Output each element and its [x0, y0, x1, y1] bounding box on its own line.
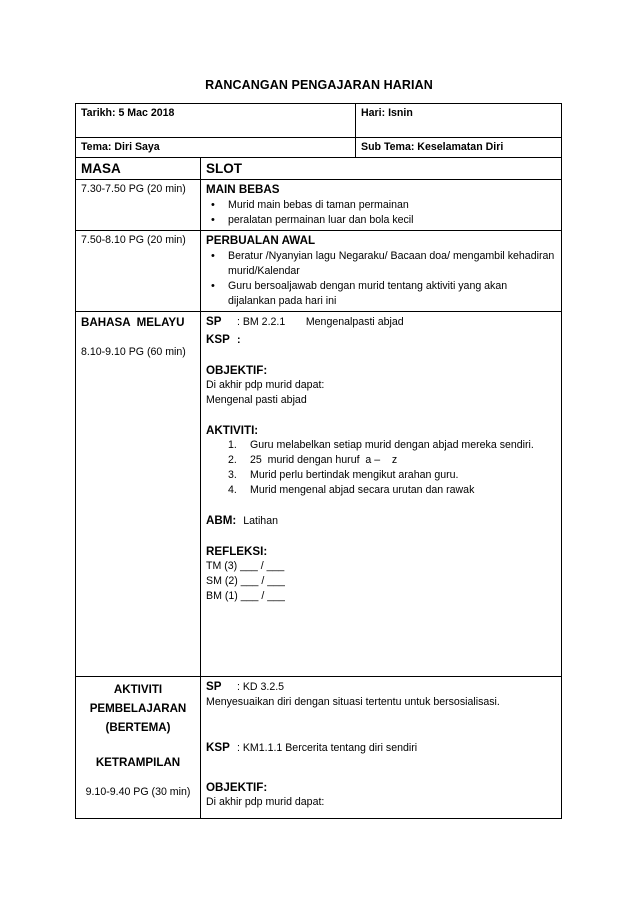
- slot-cell: [201, 677, 562, 819]
- header-row-theme: [76, 138, 562, 158]
- row-main-bebas: [76, 180, 562, 231]
- subject-title: (BERTEMA): [105, 721, 171, 734]
- subject-title: AKTIVITI: [113, 683, 163, 696]
- abm-label: ABM:: [206, 514, 237, 527]
- header-row-date: [76, 104, 562, 138]
- slot-cell: [201, 231, 562, 312]
- list-item: 4. Murid mengenal abjad secara urutan dan rawak: [228, 484, 475, 496]
- subtema-cell: Sub Tema: Keselamatan Diri: [356, 138, 562, 158]
- abm-value: Latihan: [243, 515, 278, 527]
- page-title: RANCANGAN PENGAJARAN HARIAN: [205, 78, 433, 92]
- lesson-plan-table: [75, 103, 562, 819]
- list-item: 2. 25 murid dengan huruf a – z: [228, 454, 398, 466]
- ksp-value: :: [236, 334, 241, 346]
- sp-label: SP: [206, 680, 222, 693]
- sp-description: Menyesuaikan diri dengan situasi tertentu untuk bersosialisasi.: [206, 696, 500, 708]
- sp-label: SP: [206, 315, 222, 328]
- row-perbualan-awal: [76, 231, 562, 312]
- list-item: • peralatan permainan luar dan bola kecil: [228, 213, 556, 228]
- slot-heading: PERBUALAN AWAL: [206, 234, 316, 247]
- ksp-label: KSP: [206, 333, 230, 346]
- sp-line: [206, 314, 556, 330]
- slot-cell: [201, 180, 562, 231]
- time-label: 9.10-9.40 PG (30 min): [85, 786, 191, 798]
- masa-header: MASA: [76, 158, 201, 180]
- ksp-line: [206, 332, 556, 348]
- hari-cell: Hari: Isnin: [356, 104, 562, 138]
- ksp-label: KSP: [206, 741, 230, 754]
- ksp-value: : KM1.1.1 Bercerita tentang diri sendiri: [236, 742, 418, 754]
- list-item: • Murid main bebas di taman permainan: [228, 198, 556, 213]
- objektif-heading: OBJEKTIF:: [206, 364, 268, 377]
- aktiviti-list: [206, 438, 556, 498]
- slot-header: SLOT: [201, 158, 562, 180]
- subject-cell: [76, 677, 201, 819]
- refleksi-heading: REFLEKSI:: [206, 545, 268, 558]
- sp-line: [206, 679, 556, 695]
- row-aktiviti-bertema: [76, 677, 562, 819]
- ksp-line: [206, 740, 556, 756]
- column-header-row: [76, 158, 562, 180]
- subject-title: PEMBELAJARAN: [89, 702, 187, 715]
- objektif-line: Mengenal pasti abjad: [206, 394, 307, 406]
- time-cell: 7.50-8.10 PG (20 min): [76, 231, 201, 312]
- refleksi-line: SM (2) ___ / ___: [206, 575, 285, 587]
- objektif-heading: OBJEKTIF:: [206, 781, 268, 794]
- aktiviti-heading: AKTIVITI:: [206, 424, 259, 437]
- tarikh-cell: Tarikh: 5 Mac 2018: [76, 104, 356, 138]
- row-bahasa-melayu: [76, 312, 562, 677]
- list-item: 3. Murid perlu bertindak mengikut arahan guru.: [228, 469, 459, 481]
- refleksi-line: BM (1) ___ / ___: [206, 590, 285, 602]
- slot-heading: MAIN BEBAS: [206, 183, 280, 196]
- objektif-line: Di akhir pdp murid dapat:: [206, 796, 325, 808]
- list-item: 1. Guru melabelkan setiap murid dengan abjad mereka sendiri.: [228, 439, 534, 451]
- sp-value: : BM 2.2.1 Mengenalpasti abjad: [236, 316, 404, 328]
- list-item: • Beratur /Nyanyian lagu Negaraku/ Bacaan doa/ mengambil kehadiran murid/Kalendar: [228, 249, 556, 279]
- subject-cell: [76, 312, 201, 677]
- subject-title: BAHASA MELAYU: [81, 316, 185, 329]
- sp-value: : KD 3.2.5: [236, 681, 285, 693]
- objektif-line: Di akhir pdp murid dapat:: [206, 379, 325, 391]
- bullet-list: [206, 249, 556, 309]
- bullet-list: [206, 198, 556, 228]
- slot-cell: [201, 312, 562, 677]
- abm-line: [206, 513, 556, 529]
- list-item: • Guru bersoaljawab dengan murid tentang aktiviti yang akan dijalankan pada hari ini: [228, 279, 556, 309]
- tema-cell: Tema: Diri Saya: [76, 138, 356, 158]
- time-cell: 7.30-7.50 PG (20 min): [76, 180, 201, 231]
- subject-subtitle: KETRAMPILAN: [95, 756, 181, 769]
- time-label: 8.10-9.10 PG (60 min): [81, 346, 186, 358]
- refleksi-line: TM (3) ___ / ___: [206, 560, 285, 572]
